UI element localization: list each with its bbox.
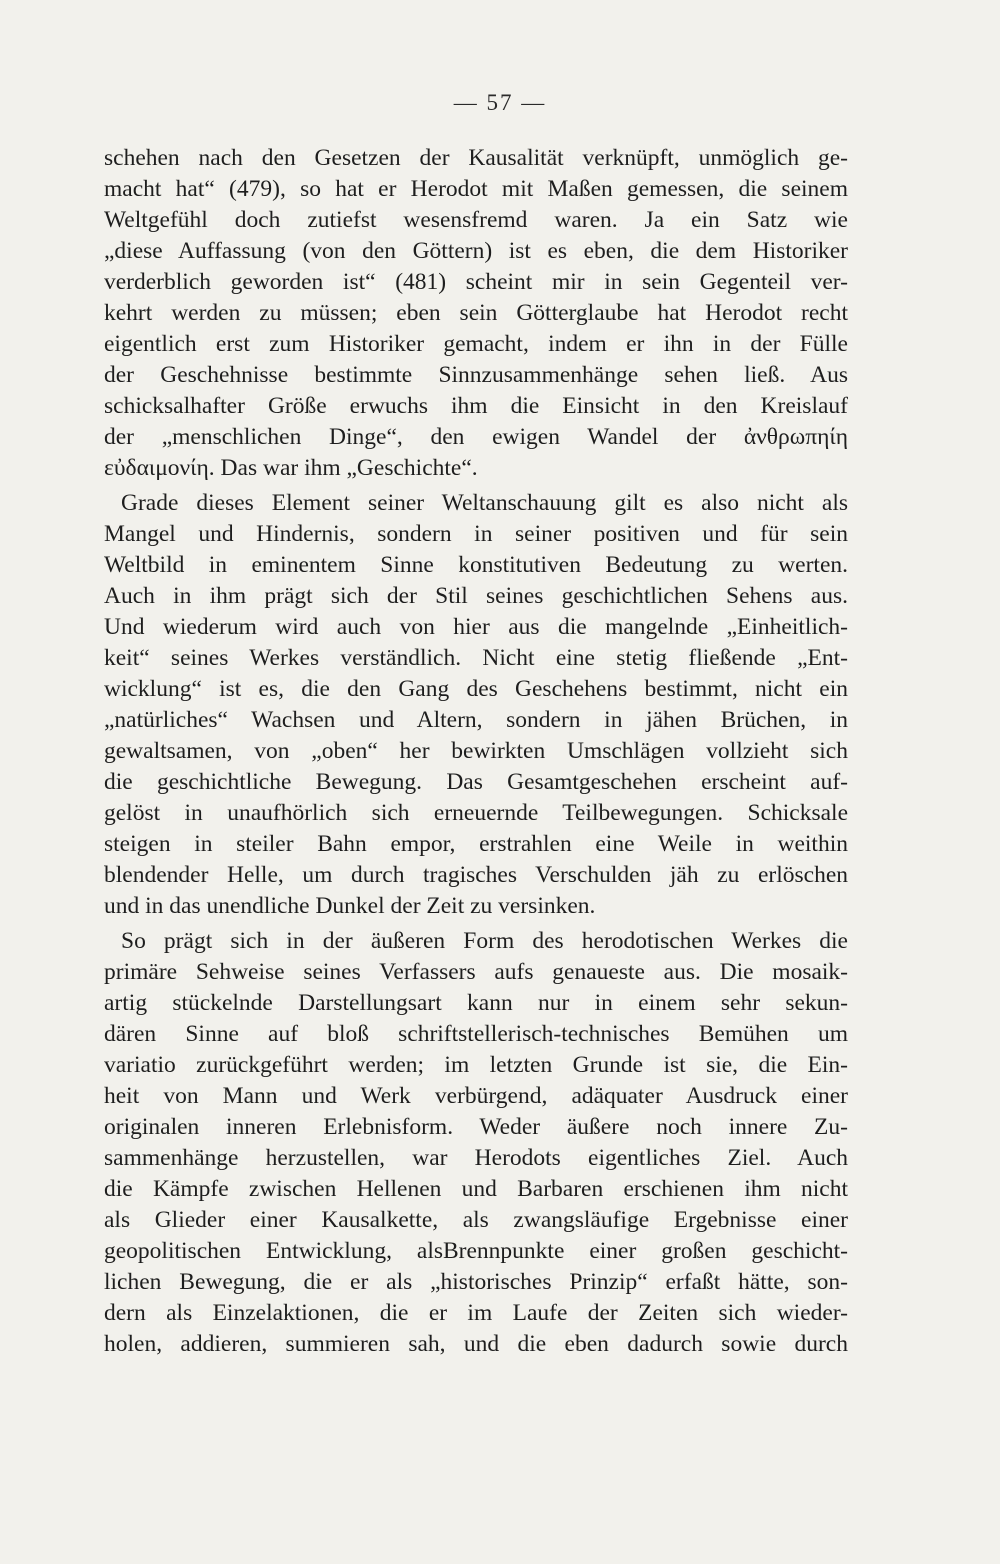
text-line: steigen in steiler Bahn empor, erstrahlen eine Weile in weithin [104, 831, 848, 857]
text-line: als Glieder einer Kausalkette, als zwangsläufige Ergebnisse einer [104, 1207, 848, 1233]
text-line: gelöst in unaufhörlich sich erneuernde Teilbewegungen. Schicksale [104, 800, 848, 826]
text-line: dern als Einzelaktionen, die er im Laufe der Zeiten sich wieder- [104, 1300, 848, 1326]
text-line: dären Sinne auf bloß schriftstellerisch-technisches Bemühen um [104, 1021, 848, 1047]
text-line: Auch in ihm prägt sich der Stil seines geschichtlichen Sehens aus. [104, 583, 848, 609]
text-line: Weltgefühl doch zutiefst wesensfremd waren. Ja ein Satz wie [104, 207, 848, 233]
text-line: holen, addieren, summieren sah, und die eben dadurch sowie durch [104, 1331, 848, 1357]
text-line: heit von Mann und Werk verbürgend, adäquater Ausdruck einer [104, 1083, 848, 1109]
text-line: originalen inneren Erlebnisform. Weder äußere noch innere Zu- [104, 1114, 848, 1140]
text-line: und in das unendliche Dunkel der Zeit zu versinken. [104, 893, 596, 919]
text-line: die geschichtliche Bewegung. Das Gesamtgeschehen erscheint auf- [104, 769, 848, 795]
text-line: artig stückelnde Darstellungsart kann nur in einem sehr sekun- [104, 990, 848, 1016]
text-line: „diese Auffassung (von den Göttern) ist es eben, die dem Historiker [104, 238, 848, 264]
text-line: die Kämpfe zwischen Hellenen und Barbaren erschienen ihm nicht [104, 1176, 848, 1202]
text-line: sammenhänge herzustellen, war Herodots eigentliches Ziel. Auch [104, 1145, 848, 1171]
text-line: Und wiederum wird auch von hier aus die mangelnde „Einheitlich- [104, 614, 848, 640]
text-line: eigentlich erst zum Historiker gemacht, indem er ihn in der Fülle [104, 331, 848, 357]
text-line: schehen nach den Gesetzen der Kausalität verknüpft, unmöglich ge- [104, 145, 848, 171]
text-line: „natürliches“ Wachsen und Altern, sondern in jähen Brüchen, in [104, 707, 848, 733]
text-line: keit“ seines Werkes verständlich. Nicht eine stetig fließende „Ent- [104, 645, 848, 671]
text-line: variatio zurückgeführt werden; im letzten Grunde ist sie, die Ein- [104, 1052, 848, 1078]
text-line: verderblich geworden ist“ (481) scheint mir in sein Gegenteil ver- [104, 269, 848, 295]
text-line: blendender Helle, um durch tragisches Verschulden jäh zu erlöschen [104, 862, 848, 888]
text-line: Grade dieses Element seiner Weltanschauung gilt es also nicht als [121, 490, 848, 516]
text-line: primäre Sehweise seines Verfassers aufs genaueste aus. Die mosaik- [104, 959, 848, 985]
text-line: Mangel und Hindernis, sondern in seiner positiven und für sein [104, 521, 848, 547]
text-line: schicksalhafter Größe erwuchs ihm die Einsicht in den Kreislauf [104, 393, 848, 419]
text-line: macht hat“ (479), so hat er Herodot mit Maßen gemessen, die seinem [104, 176, 848, 202]
text-line: geopolitischen Entwicklung, alsBrennpunkte einer großen geschicht- [104, 1238, 848, 1264]
text-line: gewaltsamen, von „oben“ her bewirkten Umschlägen vollzieht sich [104, 738, 848, 764]
text-line: der „menschlichen Dinge“, den ewigen Wandel der ἀνθρωπηίη [104, 424, 848, 450]
text-line: kehrt werden zu müssen; eben sein Götterglaube hat Herodot recht [104, 300, 848, 326]
text-line: lichen Bewegung, die er als „historisches Prinzip“ erfaßt hätte, son- [104, 1269, 848, 1295]
text-line: wicklung“ ist es, die den Gang des Geschehens bestimmt, nicht ein [104, 676, 848, 702]
text-line: So prägt sich in der äußeren Form des herodotischen Werkes die [121, 928, 848, 954]
page-number: — 57 — [453, 90, 547, 115]
text-line: εὐδαιμονίη. Das war ihm „Geschichte“. [104, 455, 478, 481]
text-line: Weltbild in eminentem Sinne konstitutiven Bedeutung zu werten. [104, 552, 848, 578]
text-line: der Geschehnisse bestimmte Sinnzusammenhänge sehen ließ. Aus [104, 362, 848, 388]
